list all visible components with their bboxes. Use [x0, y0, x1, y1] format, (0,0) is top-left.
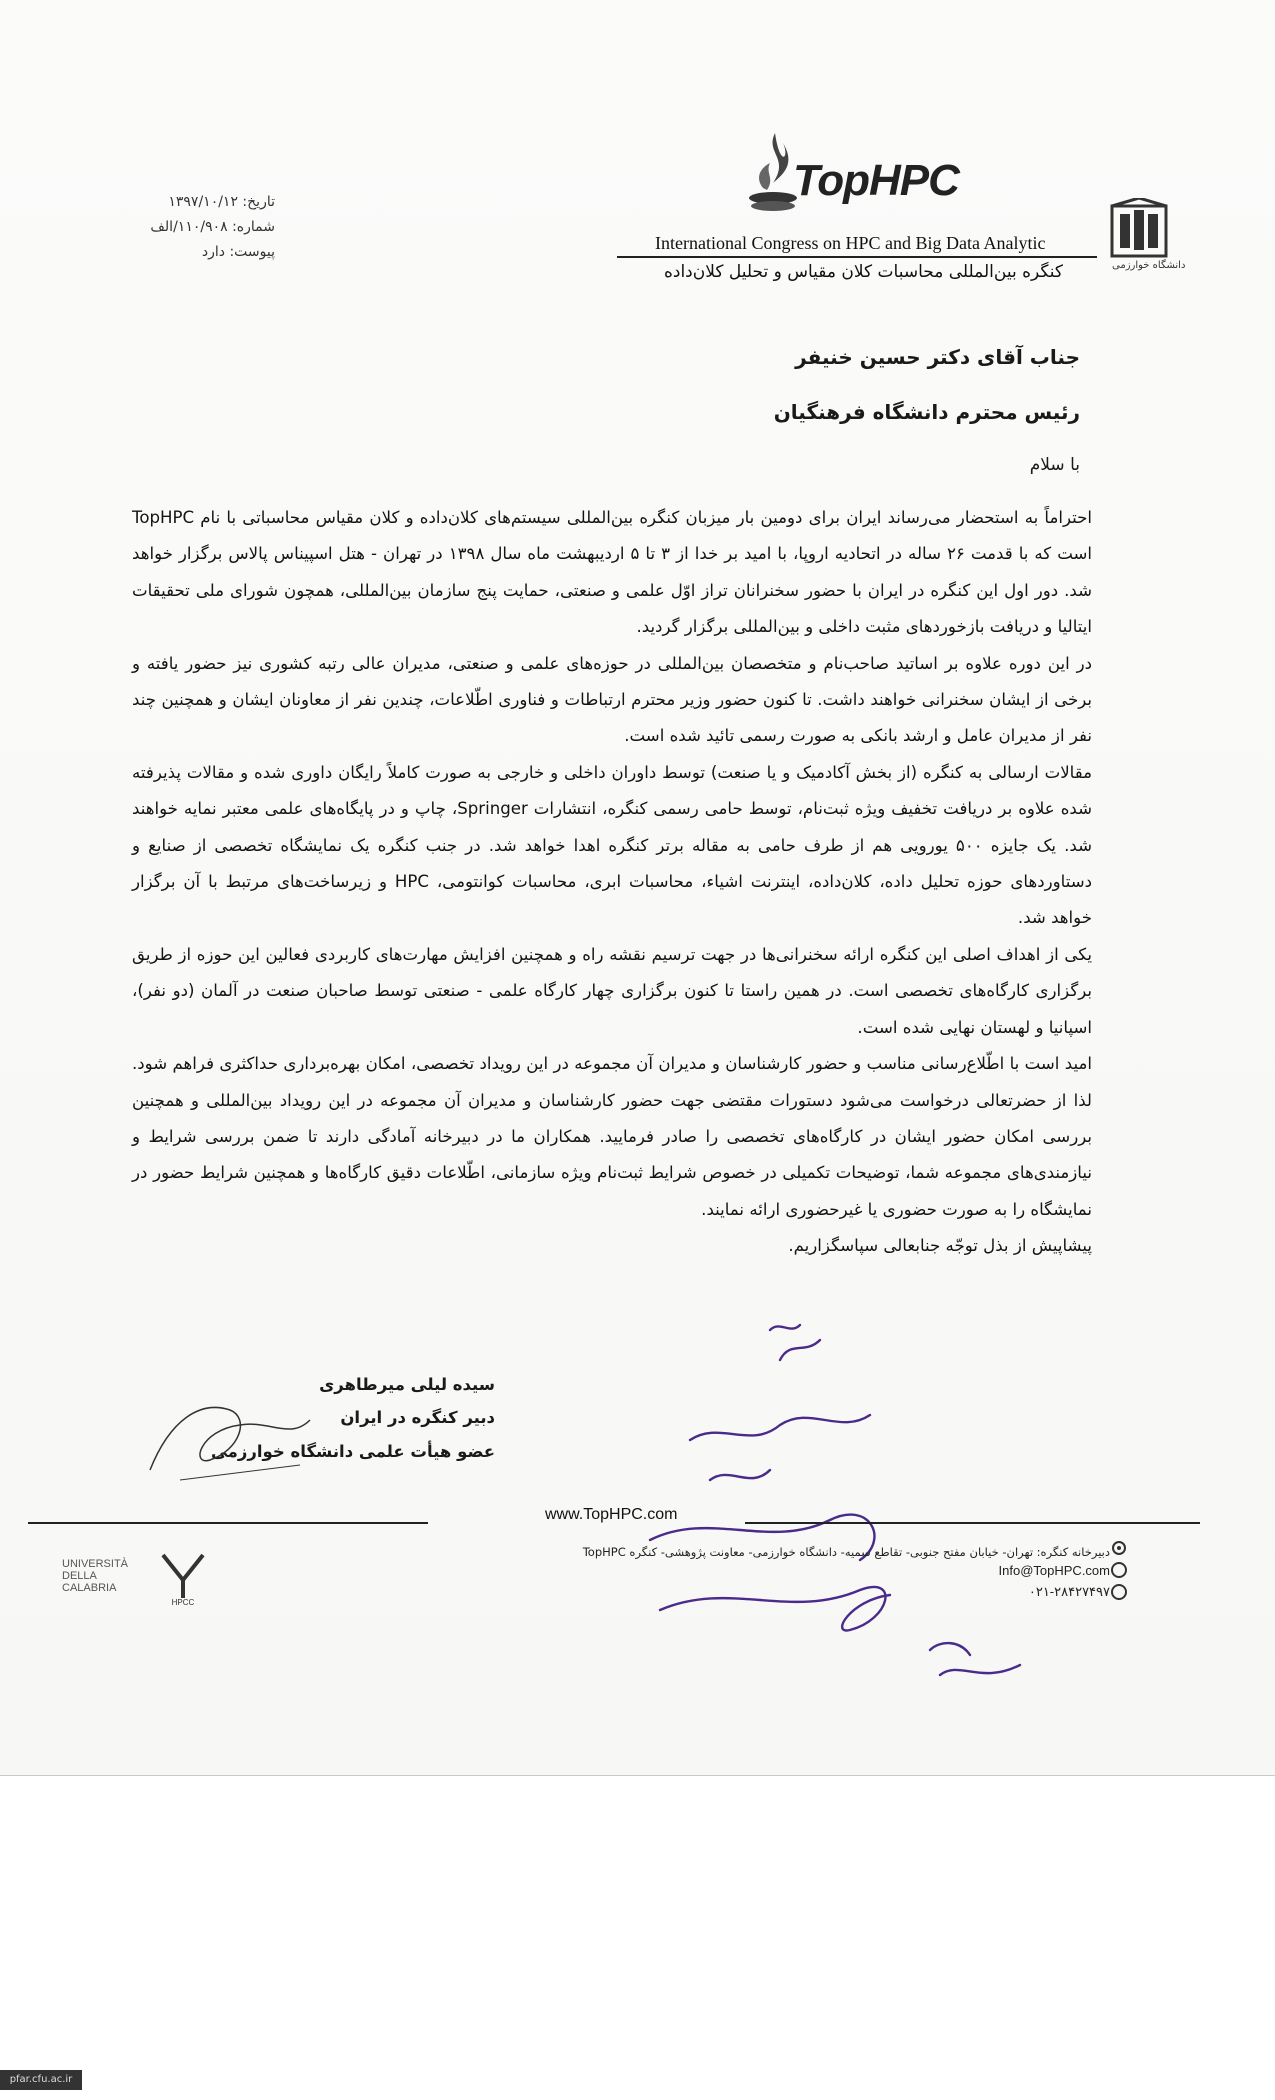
letter-body — [132, 500, 1092, 1265]
handwritten-signature-icon — [140, 1380, 320, 1490]
congress-title-fa: کنگره بین‌المللی محاسبات کلان مقیاس و تحلیل کلان‌داده — [663, 262, 1063, 282]
hpcc-logo-icon — [158, 1550, 208, 1606]
partner-logo-calabria — [62, 1558, 152, 1594]
paragraph-4: یکی از اهداف اصلی این کنگره ارائه سخنرانی‌ها در جهت ترسیم نقشه راه و همچنین افزایش مهارت‌های کاربردی فعالین این حوزه از طریق برگزاری کارگاه‌های تخصصی است. در همین راستا تا کنون برگزاری چهار کارگاه علمی - صنعتی توسط صاحبان صنعت در آلمان (دو نفر)، اسپانیا و لهستان نهایی شده است. — [132, 944, 1092, 1037]
phone-icon — [1112, 1585, 1126, 1599]
paragraph-2: در این دوره علاوه بر اساتید صاحب‌نام و متخصصان بین‌المللی در حوزه‌های علمی و صنعتی، مدیران عالی رتبه کشوری نیز حضور یافته و برخی از ایشان سخنرانی خواهند داشت. تا کنون حضور وزیر محترم ارتباطات و فناوری اطّلاعات، چندین نفر از معاونان ایشان و همچنین چند نفر از مدیران عامل و ارشد بانکی به صورت رسمی تائید شده است. — [132, 653, 1092, 746]
partner-calabria-name: UNIVERSITÀ DELLA CALABRIA — [62, 1558, 129, 1594]
contact-icons — [1108, 1540, 1130, 1602]
paragraph-5: امید است با اطّلاع‌رسانی مناسب و حضور کارشناسان و مدیران آن مجموعه در این رویداد تخصصی، امکان بهره‌برداری حداکثری فراهم شود. لذا از حضرتعالی درخواست می‌شود دستورات مقتضی جهت حضور کارشناسان و مدیران آن مجموعه در این رویداد بین‌المللی و همچنین بررسی امکان حضور ایشان در کارگاه‌های تخصصی را صادر فرمایید. همکاران ما در دبیرخانه آمادگی دارند تا ضمن بررسی شرایط و نیازمندی‌های مجموعه شما، توضیحات تکمیلی در خصوص شرایط ثبت‌نام ویژه سازمانی، اطّلاعات دقیق کارگاه‌ها و همچنین شرایط حضور در نمایشگاه را به صورت حضوری یا غیرحضوری ارائه نمایند. — [132, 1054, 1092, 1219]
letter-date: تاریخ: ۱۳۹۷/۱۰/۱۲ — [168, 194, 275, 210]
header-divider — [617, 256, 1097, 258]
greeting: با سلام — [1029, 455, 1080, 475]
footer-divider-right — [745, 1522, 1200, 1524]
addressee-name: جناب آقای دکتر حسین خنیفر — [795, 345, 1080, 369]
footer-email[interactable]: Info@TopHPC.com — [998, 1563, 1110, 1578]
footer-divider-left — [28, 1522, 428, 1524]
tophpc-logo — [745, 128, 959, 228]
location-icon — [1113, 1542, 1125, 1554]
university-logo-caption: دانشگاه خوارزمی — [1112, 260, 1186, 271]
signer-affiliation: عضو هیأت علمی دانشگاه خوارزمی — [210, 1442, 495, 1461]
logo-wordmark: TopHPC — [793, 156, 959, 205]
paragraph-1: احتراماً به استحضار می‌رساند ایران برای دومین بار میزبان کنگره بین‌المللی سیستم‌های کلان‌داده و کلان مقیاس محاسباتی با نام TopHPC است که با قدمت ۲۶ ساله در اتحادیه اروپا، با امید بر خدا از ۳ تا ۵ اردیبهشت ماه سال ۱۳۹۸ در تهران - هتل اسپیناس پالاس برگزار خواهد شد. دور اول این کنگره در ایران با حضور سخنرانان تراز اوّل علمی و صنعتی، حمایت پنج سازمان بین‌المللی، همچون شورای ملی تحقیقات ایتالیا و دریافت بازخوردهای مثبت داخلی و بین‌المللی برگزار گردید. — [132, 508, 1093, 637]
site-watermark: pfar.cfu.ac.ir — [0, 2070, 82, 2090]
email-icon — [1112, 1563, 1126, 1577]
hpcc-label: HPCC — [171, 1598, 195, 1606]
footer-phone: ۰۲۱-۲۸۴۲۷۴۹۷ — [1028, 1584, 1110, 1599]
kharazmi-university-logo-icon — [1108, 198, 1170, 288]
signer-name: سیده لیلی میرطاهری — [319, 1375, 495, 1394]
letter-meta — [115, 190, 275, 265]
footer-address: دبیرخانه کنگره: تهران- خیابان مفتح جنوبی- تقاطع سمیه- دانشگاه خوارزمی- معاونت پژوهشی- کنگره TopHPC — [582, 1545, 1110, 1559]
addressee-title: رئیس محترم دانشگاه فرهنگیان — [773, 400, 1080, 424]
handwritten-annotation-icon — [630, 1310, 1050, 1710]
letter-attachment: پیوست: دارد — [201, 244, 275, 260]
letter-number: شماره: ۱۱۰/۹۰۸/الف — [150, 219, 275, 235]
footer-website[interactable]: www.TopHPC.com — [545, 1506, 678, 1523]
signer-role: دبیر کنگره در ایران — [340, 1408, 495, 1427]
closing-line: پیشاپیش از بذل توجّه جنابعالی سپاسگزاریم. — [788, 1236, 1092, 1256]
congress-title-en: International Congress on HPC and Big Data Analytic — [655, 233, 1046, 253]
paragraph-3: مقالات ارسالی به کنگره (از بخش آکادمیک و یا صنعت) توسط داوران داخلی و خارجی به صورت کاملاً رایگان داوری شده و مقالات پذیرفته شده علاوه بر دریافت تخفیف ویژه ثبت‌نام، توسط حامی رسمی کنگره، انتشارات Springer، چاپ و در پایگاه‌های علمی معتبر نمایه خواهند شد. یک جایزه ۵۰۰ یورویی هم از طرف حامی به مقاله برتر کنگره اهدا خواهد شد. در جنب کنگره یک نمایشگاه تخصصی از صنایع و دستاوردهای حوزه تحلیل داده، کلان‌داده، اینترنت اشیاء، محاسبات ابری، محاسبات کوانتومی، HPC و زیرساخت‌های مرتبط با آن برگزار خواهد شد. — [132, 762, 1093, 928]
